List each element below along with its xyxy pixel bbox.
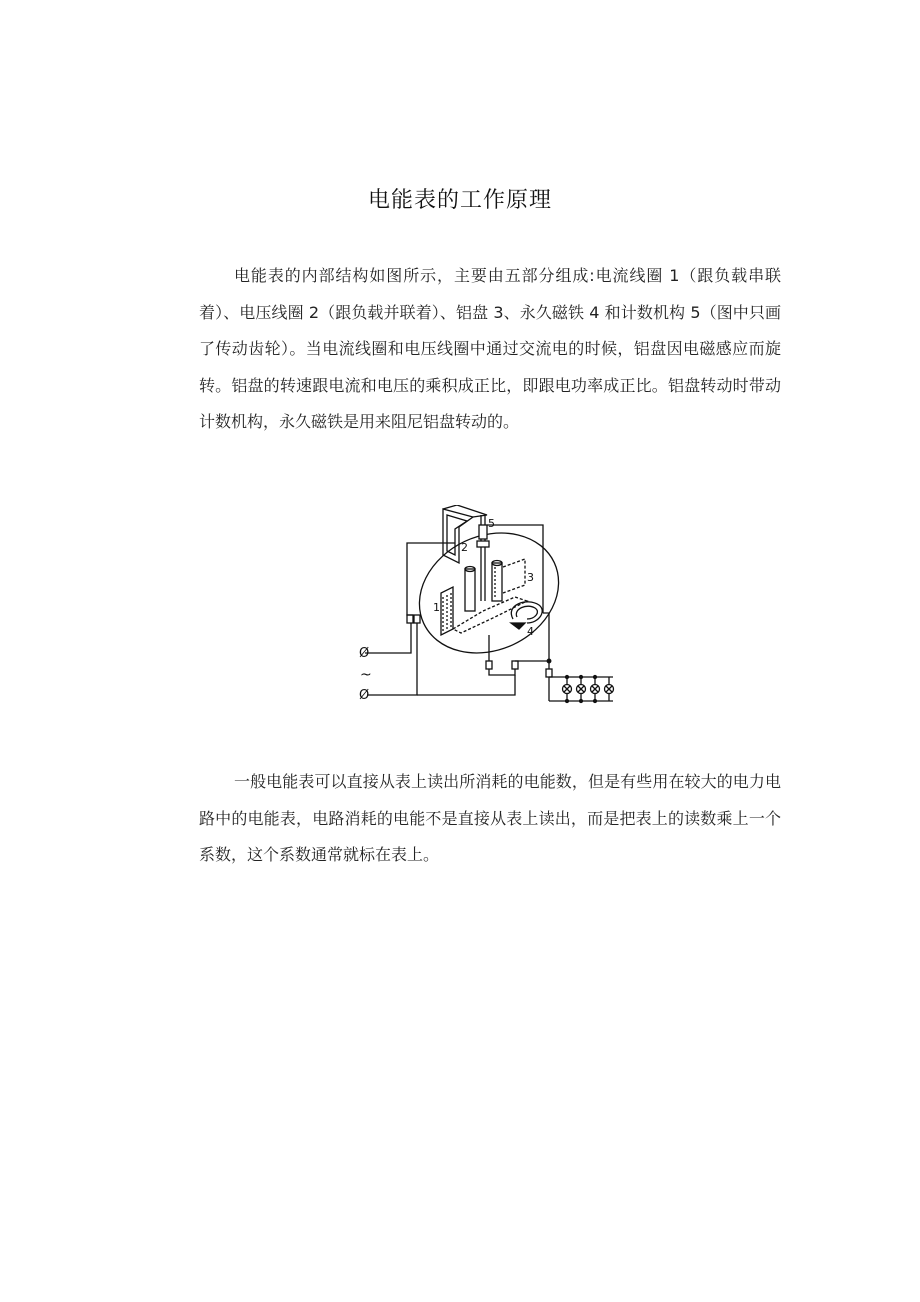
load-lamps	[547, 659, 613, 702]
ac-symbol: ~	[360, 667, 372, 683]
paragraph-reading: 一般电能表可以直接从表上读出所消耗的电能数，但是有些用在较大的电力电路中的电能表，电路消耗的电能不是直接从表上读出，而是把表上的读数乘上一个系数，这个系数通常就标在表上。	[199, 772, 781, 864]
page-title: 电能表的工作原理	[367, 188, 552, 213]
phase-bottom-symbol: Ø	[359, 688, 370, 703]
current-coil	[441, 587, 453, 635]
center-columns	[465, 561, 502, 612]
label-1: 1	[433, 601, 440, 614]
label-3: 3	[527, 571, 534, 584]
label-5: 5	[488, 517, 495, 530]
label-4: 4	[527, 625, 534, 638]
meter-diagram	[355, 505, 625, 705]
phase-top-symbol: Ø	[359, 646, 370, 661]
circuit-wiring	[365, 525, 613, 701]
disc-box	[503, 559, 525, 593]
label-2: 2	[461, 541, 468, 554]
paragraph-intro: 电能表的内部结构如图所示，主要由五部分组成:电流线圈 1（跟负载串联着）、电压线圈 2（跟负载并联着）、铝盘 3、永久磁铁 4 和计数机构 5（图中只画了传动齿轮）。当电流线圈和电压线圈中通过交流电的时候，铝盘因电磁感应而旋转。铝盘的转速跟电流和电压的乘积成正比，即跟电功率成正比。铝盘转动时带动计数机构，永久磁铁是用来阻尼铝盘转动的。	[199, 266, 781, 431]
